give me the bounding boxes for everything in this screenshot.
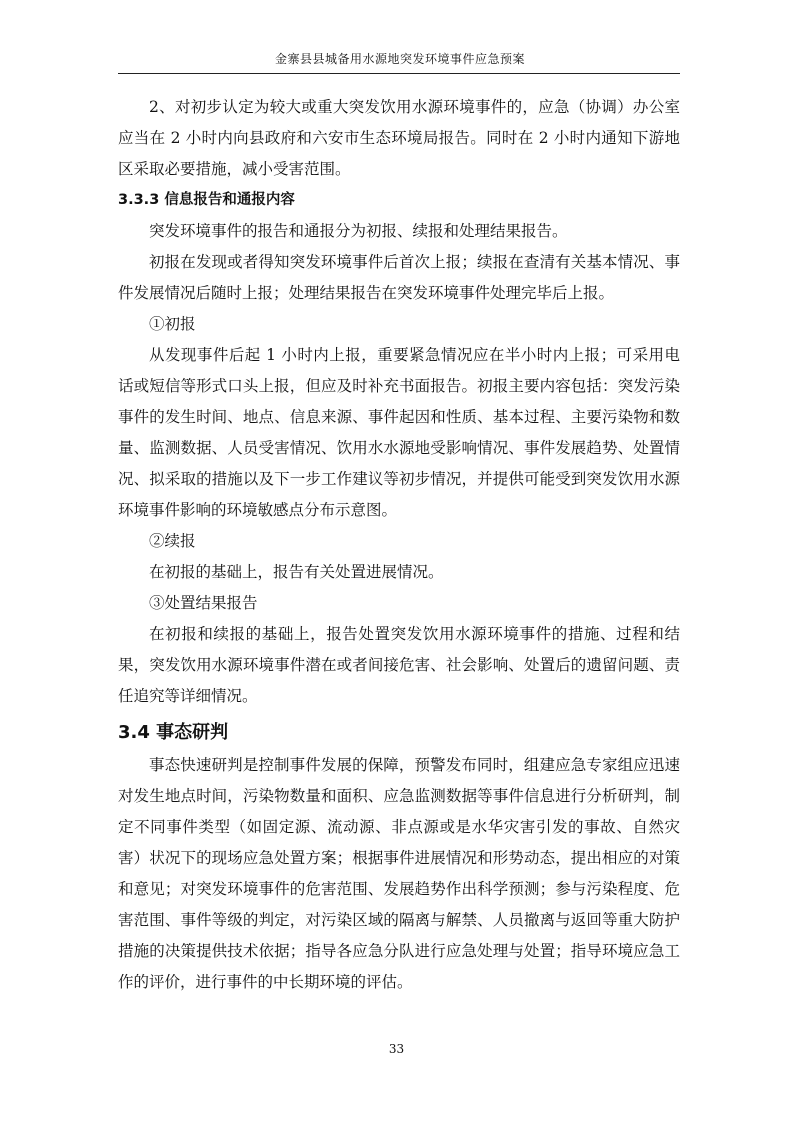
- page-number: 33: [388, 1042, 405, 1056]
- page-body: [118, 92, 680, 998]
- paragraph-situation-assessment: 事态快速研判是控制事件发展的保障，预警发布同时，组建应急专家组应迅速对发生地点时间，污染物数量和面积、应急监测数据等事件信息进行分析研判，制定不同事件类型（如固定源、流动源、非点源或是水华灾害引发的事故、自然灾害）状况下的现场应急处置方案；根据事件进展情况和形势动态，提出相应的对策和意见；对突发环境事件的危害范围、发展趋势作出科学预测；参与污染程度、危害范围、事件等级的判定，对污染区域的隔离与解禁、人员撤离与返回等重大防护措施的决策提供技术依据；指导各应急分队进行应急处理与处置；指导环境应急工作的评价，进行事件的中长期环境的评估。: [118, 756, 680, 991]
- paragraph-report-types: 突发环境事件的报告和通报分为初报、续报和处理结果报告。: [149, 222, 568, 240]
- header-divider: [118, 73, 680, 74]
- paragraph-initial-report: 从发现事件后起 1 小时内上报，重要紧急情况应在半小时内上报；可采用电话或短信等形式口头上报，但应及时补充书面报告。初报主要内容包括：突发污染事件的发生时间、地点、信息来源、事件起因和性质、基本过程、主要污染物和数量、监测数据、人员受害情况、饮用水水源地受影响情况、事件发展趋势、处置情况、拟采取的措施以及下一步工作建议等初步情况，并提供可能受到突发饮用水源环境事件影响的环境敏感点分布示意图。: [118, 346, 680, 519]
- paragraph-follow-up-report: 在初报的基础上，报告有关处置进展情况。: [149, 563, 444, 581]
- section-heading-3-3-3: 3.3.3 信息报告和通报内容: [118, 192, 295, 208]
- list-label-result-report: ③处置结果报告: [149, 594, 258, 612]
- paragraph-report-timing: 2、对初步认定为较大或重大突发饮用水源环境事件的，应急（协调）办公室应当在 2 小时内向县政府和六安市生态环境局报告。同时在 2 小时内通知下游地区采取必要措施，减小受害范围。: [118, 98, 680, 178]
- paragraph-result-report: 在初报和续报的基础上，报告处置突发饮用水源环境事件的措施、过程和结果，突发饮用水源环境事件潜在或者间接危害、社会影响、处置后的遗留问题、责任追究等详细情况。: [118, 625, 680, 705]
- paragraph-report-definitions: 初报在发现或者得知突发环境事件后首次上报；续报在查清有关基本情况、事件发展情况后随时上报；处理结果报告在突发环境事件处理完毕后上报。: [118, 253, 680, 302]
- list-label-initial-report: ①初报: [149, 315, 196, 333]
- running-header: 金寨县县城备用水源地突发环境事件应急预案: [274, 52, 525, 66]
- list-label-follow-up-report: ②续报: [149, 532, 196, 550]
- section-heading-3-4: 3.4 事态研判: [118, 722, 229, 743]
